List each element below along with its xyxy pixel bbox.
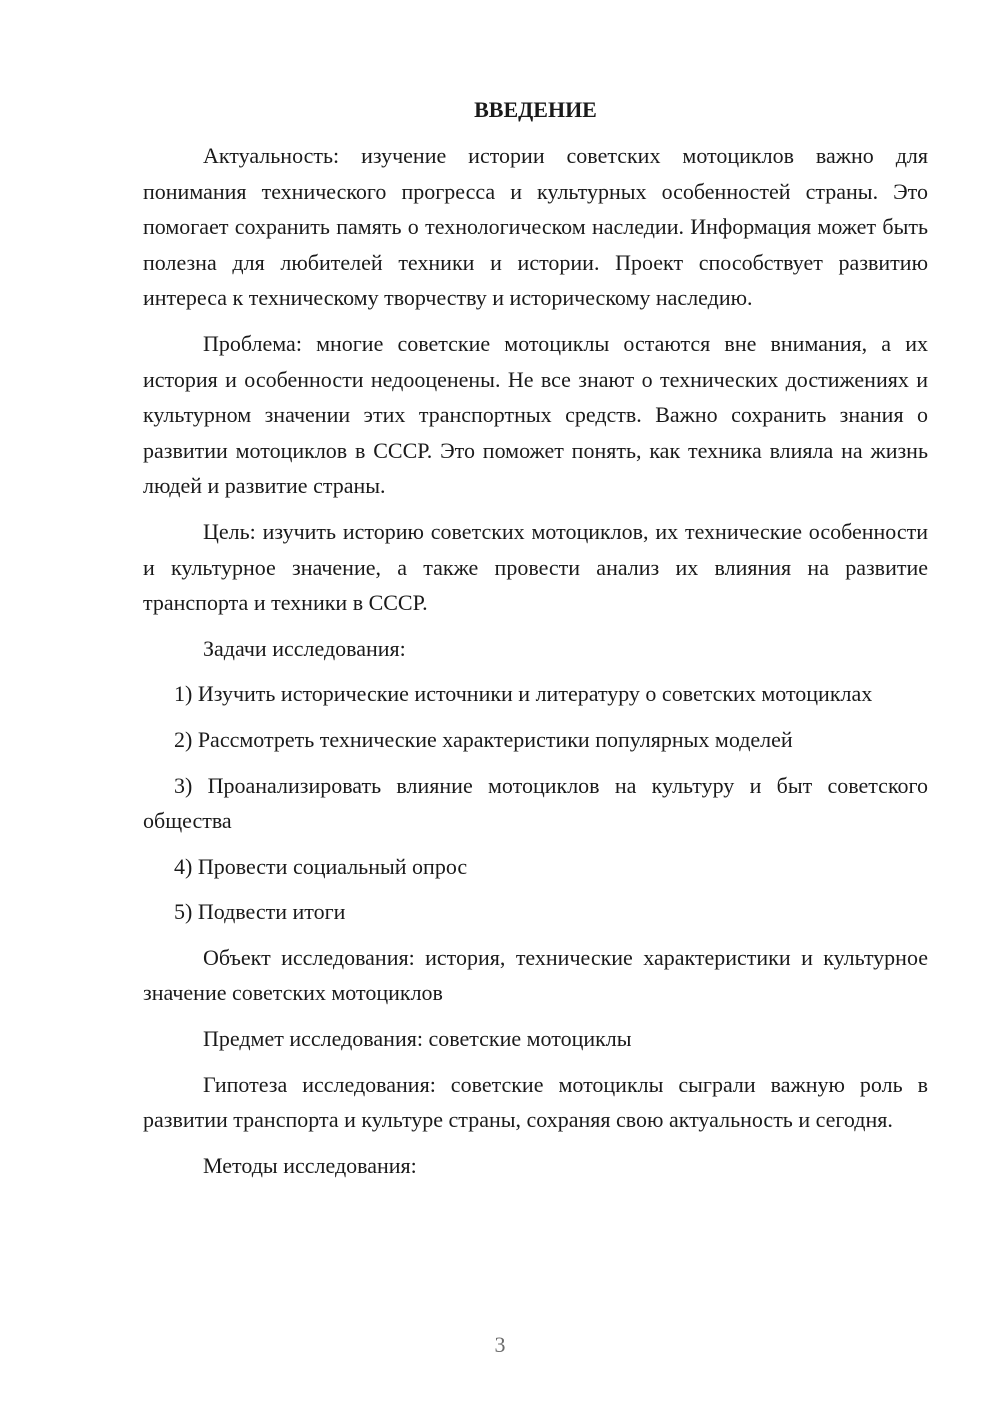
paragraph-relevance: Актуальность: изучение истории советских мотоциклов важно для понимания технического прогресса и культурных особенностей страны. Это помогает сохранить память о технологическом наследии. Информация может быть полезна для любителей техники и истории. Проект способствует развитию интереса к техническому творчеству и историческому наследию. xyxy=(143,143,928,311)
paragraph-goal: Цель: изучить историю советских мотоциклов, их технические особенности и культурное значение, а также провести анализ их влияния на развитие транспорта и техники в СССР. xyxy=(143,518,928,616)
task-item-5: 5) Подвести итоги xyxy=(174,899,346,925)
section-title: ВВЕДЕНИЕ xyxy=(474,97,597,122)
task-item-4: 4) Провести социальный опрос xyxy=(174,853,468,879)
task-item-1: 1) Изучить исторические источники и литературу о советских мотоциклах xyxy=(174,681,873,707)
page-number: 3 xyxy=(494,1332,506,1357)
task-item-3: 3) Проанализировать влияние мотоциклов на культуру и быт советского общества xyxy=(143,772,928,834)
task-item-2: 2) Рассмотреть технические характеристики популярных моделей xyxy=(174,726,793,752)
paragraph-methods: Методы исследования: xyxy=(203,1152,417,1178)
document-page xyxy=(143,92,928,1193)
paragraph-problem: Проблема: многие советские мотоциклы остаются вне внимания, а их история и особенности недооценены. Не все знают о технических достижениях и культурном значении этих транспортных средств. Важно сохранить знания о развитии мотоциклов в СССР. Это поможет понять, как техника влияла на жизнь людей и развитие страны. xyxy=(143,330,928,499)
tasks-heading: Задачи исследования: xyxy=(203,635,406,661)
paragraph-object: Объект исследования: история, технические характеристики и культурное значение советских мотоциклов xyxy=(143,944,928,1006)
paragraph-hypothesis: Гипотеза исследования: советские мотоциклы сыграли важную роль в развитии транспорта и культуре страны, сохраняя свою актуальность и сегодня. xyxy=(143,1071,928,1133)
paragraph-subject: Предмет исследования: советские мотоциклы xyxy=(203,1026,632,1052)
